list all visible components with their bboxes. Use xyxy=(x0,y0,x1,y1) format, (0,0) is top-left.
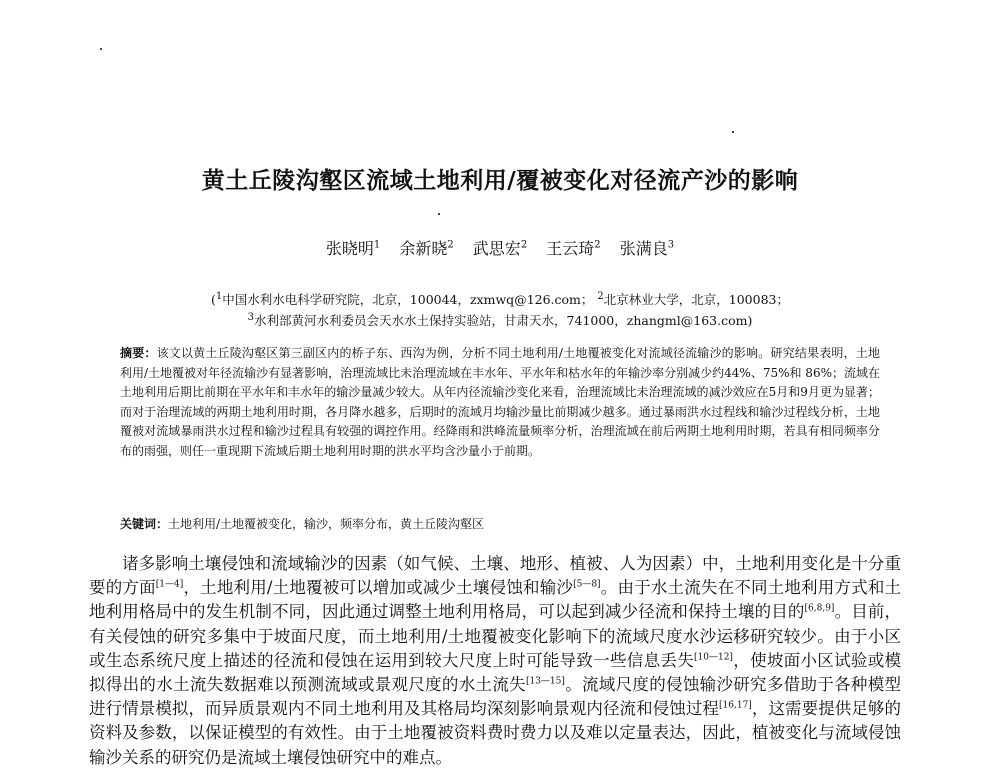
author-affiliation-mark: 2 xyxy=(447,239,454,251)
author-name: 余新晓 xyxy=(399,239,448,258)
author xyxy=(326,239,380,258)
scan-speck xyxy=(100,48,102,50)
paper-title: 黄土丘陵沟壑区流域土地利用/覆被变化对径流产沙的影响 xyxy=(201,168,799,194)
citation: [5—8] xyxy=(573,579,601,590)
affiliations xyxy=(120,288,880,330)
keywords-label: 关键词： xyxy=(120,517,169,531)
citation: [13—15] xyxy=(525,676,565,687)
citation: [10—12] xyxy=(694,652,733,663)
author xyxy=(546,239,600,258)
author-affiliation-mark: 3 xyxy=(667,239,675,251)
author-name: 张晓明 xyxy=(325,239,374,258)
affiliation-line-2: $^3$水利部黄河水利委员会天水水土保持实验站，甘肃天水，741000，zhangml@163.com) xyxy=(247,312,753,329)
keywords-text: 土地利用/土地覆被变化，输沙，频率分布，黄土丘陵沟壑区 xyxy=(168,517,485,531)
abstract-text: 该文以黄土丘陵沟壑区第三副区内的桥子东、西沟为例，分析不同土地利用/土地覆被变化对流域径流输沙的影响。研究结果表明，土地利用/土地覆被对年径流输沙有显著影响，治理流域比未治理流域在丰水年、平水年和枯水年的年输沙率分别减少约44%、75%和 86%；流域在土地利用后期比前期在平水年和丰水年的输沙量减少较大。从年内径流输沙变化来看，治理流域比未治理流域的减沙效应在5月和9月更为显著；而对于治理流域的两期土地利用时期，各月降水越多，后期时的流域月均输沙量比前期减少越多。通过暴雨洪水过程线和输沙过程线分析，土地覆被对流域暴雨洪水过程和输沙过程具有较强的调控作用。经降雨和洪峰流量频率分析，治理流域在前后两期土地利用时期，若具有相同频率分布的雨强，则任一重现期下流域后期土地利用时期的洪水平均含沙量小于前期。 xyxy=(120,346,880,458)
author-list xyxy=(0,236,1000,259)
affiliation-line-1: ($^1$中国水利水电科学研究院，北京，100044，zxmwq@126.com； $^2$北京林业大学，北京，100083； xyxy=(211,291,789,308)
scan-speck xyxy=(438,213,440,215)
keywords xyxy=(120,515,880,533)
body-paragraph: 诸多影响土壤侵蚀和流域输沙的因素（如气候、土壤、地形、植被、人为因素）中，土地利用变化是十分重要的方面[1—4]，土地利用/土地覆被可以增加或减少土壤侵蚀和输沙[5—8]。由于水土流失在不同土地利用方式和土地利用格局中的发生机制不同，因此通过调整土地利用格局，可以起到减少径流和保持土壤的目的[6,8,9]。目前，有关侵蚀的研究多集中于坡面尺度，而土地利用/土地覆被变化影响下的流域尺度水沙运移研究较少。由于小区或生态系统尺度上描述的径流和侵蚀在运用到较大尺度上时可能导致一些信息丢失[10—12]，使坡面小区试验或模拟得出的水土流失数据难以预测流域或景观尺度的水土流失[13—15]。流域尺度的侵蚀输沙研究多借助于各种模型进行情景模拟，而异质景观内不同土地利用及其格局均深刻影响景观内径流和侵蚀过程[16,17]，这需要提供足够的资料及参数，以保证模型的有效性。由于土地覆被资料费时费力以及难以定量表达，因此，植被变化与流域侵蚀输沙关系的研究仍是流域土壤侵蚀研究中的难点。 xyxy=(89,554,902,767)
abstract xyxy=(120,344,880,461)
author-affiliation-mark: 2 xyxy=(594,239,601,251)
abstract-label: 摘要： xyxy=(120,346,157,360)
citation: [1—4] xyxy=(155,579,184,590)
citation: [16,17] xyxy=(719,700,752,711)
author-affiliation-mark: 1 xyxy=(373,239,381,251)
author xyxy=(473,239,527,258)
author xyxy=(399,239,453,258)
author-name: 武思宏 xyxy=(472,239,521,258)
citation: [6,8,9] xyxy=(804,603,835,614)
scan-speck xyxy=(732,131,734,133)
author-affiliation-mark: 2 xyxy=(520,239,528,251)
author xyxy=(620,239,674,258)
author-name: 张满良 xyxy=(619,239,668,258)
author-name: 王云琦 xyxy=(546,239,595,258)
